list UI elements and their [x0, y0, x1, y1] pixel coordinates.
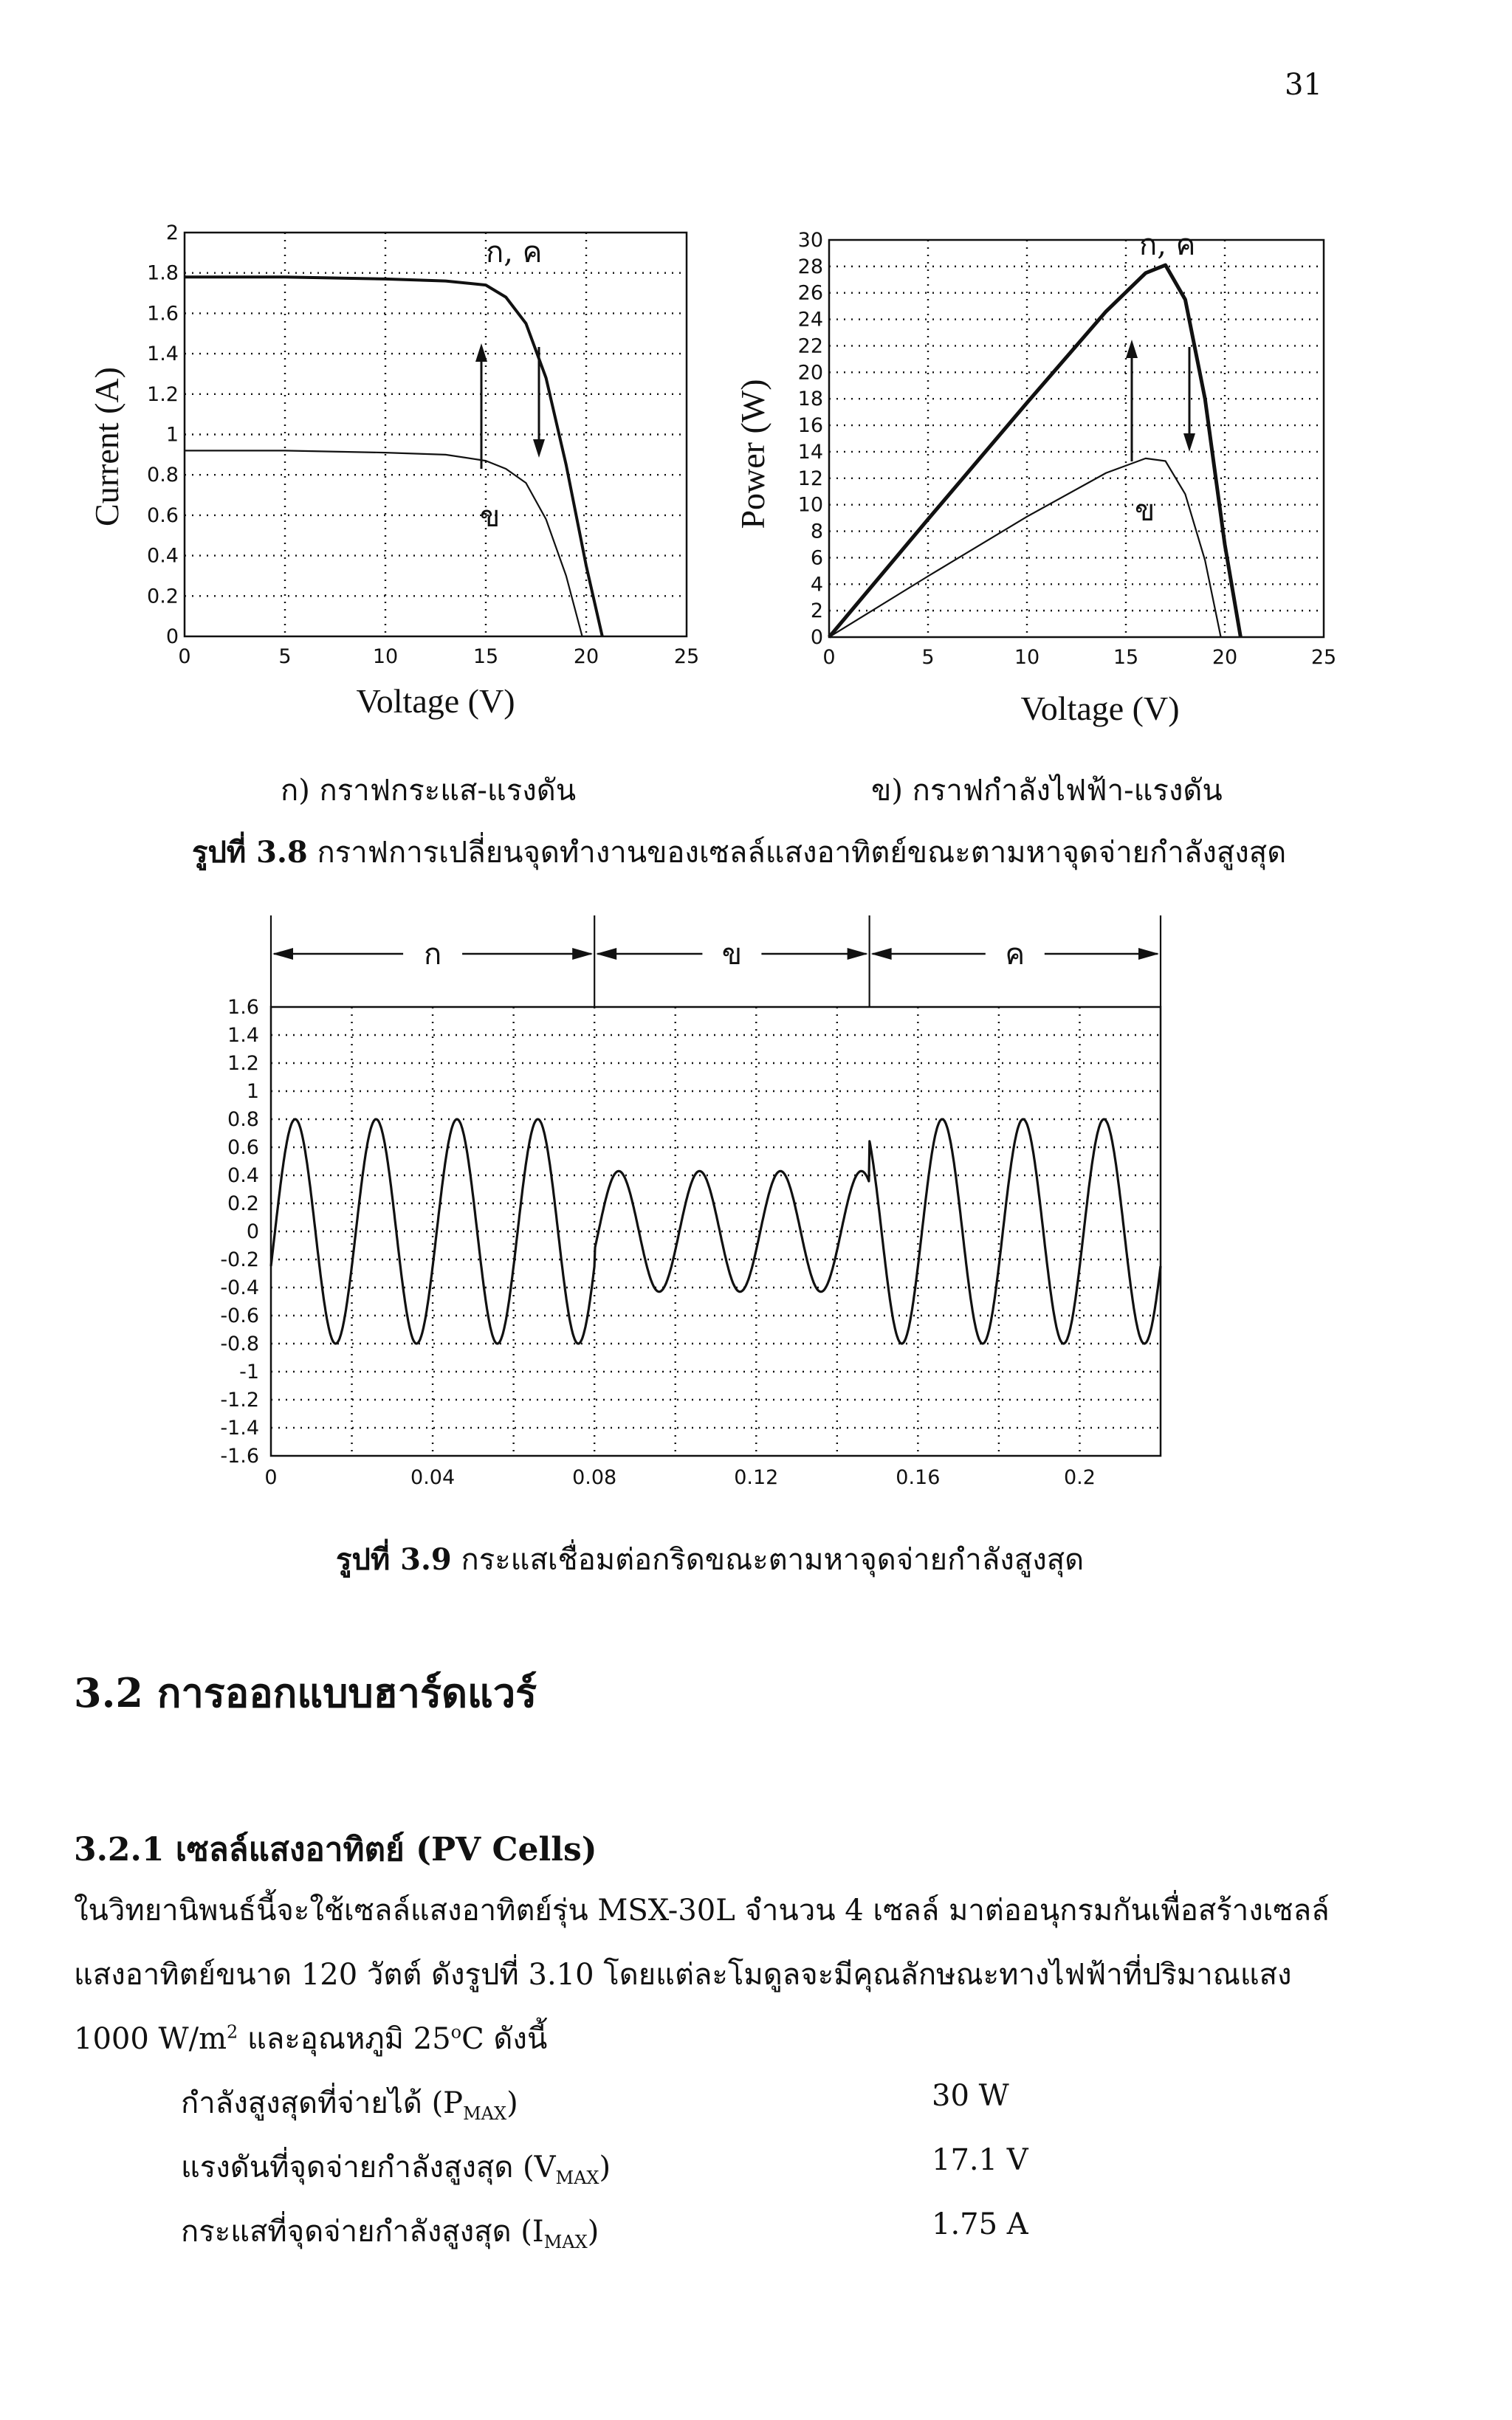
pv-series-1-line — [829, 265, 1240, 637]
gc-y-tick-label: 0.4 — [227, 1164, 259, 1187]
gc-x-tick-label: 0.2 — [1063, 1466, 1096, 1489]
pv-y-tick-label: 26 — [797, 281, 823, 305]
spec-pmax-label: กำลังสูงสุดที่จ่ายได้ $(P_{MAX})$ — [181, 2086, 518, 2124]
iv-chart — [44, 210, 709, 727]
segment-arrowhead-right — [848, 948, 868, 960]
pv-plot — [798, 228, 1337, 669]
pv-y-tick-label: 0 — [810, 626, 823, 649]
paragraph-line-3 — [74, 2015, 547, 2062]
pv-y-tick-label: 18 — [797, 388, 823, 411]
pv-y-axis-label: Power (W) — [734, 379, 772, 529]
gc-y-tick-label: 0.6 — [227, 1136, 259, 1159]
iv-y-tick-label: 1.6 — [147, 302, 179, 326]
gc-y-tick-label: -1.6 — [220, 1445, 259, 1468]
segment-arrowhead-left — [871, 948, 892, 960]
gc-y-tick-label: -0.6 — [220, 1304, 259, 1327]
pv-y-tick-label: 24 — [797, 308, 823, 331]
gc-y-tick-label: -1.4 — [220, 1417, 259, 1440]
pv-y-tick-label: 4 — [810, 573, 823, 597]
spec-vmax-value: 17.1 V — [932, 2143, 1028, 2177]
spec-imax-value: 1.75 A — [932, 2207, 1028, 2241]
pv-x-axis-label: Voltage (V) — [1020, 690, 1180, 727]
pv-annotation-top: ก, ค — [1139, 228, 1196, 262]
pv-x-tick-label: 10 — [1014, 646, 1040, 669]
spec-pmax-value: 30 W — [932, 2079, 1009, 2113]
iv-x-tick-label: 0 — [178, 645, 191, 668]
pv-arrowhead-up — [1126, 340, 1138, 358]
iv-y-tick-label: 0.2 — [147, 585, 179, 608]
iv-y-tick-label: 0.8 — [147, 464, 179, 487]
iv-x-tick-label: 20 — [573, 645, 599, 668]
pv-tick-labels — [798, 229, 1337, 669]
iv-annotation-bottom: ข — [480, 500, 501, 534]
gc-x-tick-label: 0.12 — [734, 1466, 779, 1489]
gc-y-tick-label: 1 — [246, 1080, 259, 1103]
gc-y-tick-label: 0.2 — [227, 1192, 259, 1215]
segment-arrowhead-right — [1138, 948, 1159, 960]
temperature-unit: C ดังนี้ — [461, 2022, 548, 2056]
gc-y-tick-label: -1.2 — [220, 1389, 259, 1412]
pv-y-tick-label: 28 — [797, 255, 823, 278]
figure-3-9-number: รูปที่ 3.9 — [336, 1542, 452, 1577]
iv-series-2-line — [185, 450, 583, 636]
gc-y-tick-label: 1.2 — [227, 1052, 259, 1075]
pv-gridlines — [829, 240, 1324, 637]
spec-imax-label: กระแสที่จุดจ่ายกำลังสูงสุด $(I_{MAX})$ — [181, 2215, 599, 2252]
pv-plot-frame — [829, 240, 1324, 637]
figure-3-9-caption-text: กระแสเชื่อมต่อกริดขณะตามหาจุดจ่ายกำลังสูงสุด — [461, 1543, 1085, 1577]
iv-plot — [147, 221, 699, 668]
segment-arrowhead-right — [572, 948, 593, 960]
gc-y-tick-label: -0.4 — [220, 1276, 259, 1299]
irradiance-value: 1000 W/m — [74, 2022, 227, 2056]
iv-y-tick-label: 1.2 — [147, 382, 179, 406]
pv-y-tick-label: 14 — [797, 440, 823, 464]
iv-y-tick-label: 0 — [165, 625, 179, 648]
pv-x-tick-label: 20 — [1212, 646, 1238, 669]
pv-chart — [720, 210, 1488, 735]
gc-y-tick-label: 1.4 — [227, 1024, 259, 1047]
pv-annotation-bottom: ข — [1135, 494, 1155, 528]
degree-symbol: o — [450, 2021, 462, 2043]
pv-x-tick-label: 5 — [921, 646, 935, 669]
pv-y-tick-label: 30 — [797, 229, 823, 252]
segment-label: ข — [721, 938, 743, 972]
iv-y-tick-label: 1.8 — [147, 261, 179, 285]
page-number: 31 — [1285, 68, 1322, 102]
pv-y-tick-label: 16 — [797, 414, 823, 438]
section-3-2-1-heading: 3.2.1 เซลล์แสงอาทิตย์ (PV Cells) — [74, 1831, 597, 1869]
gc-x-tick-label: 0 — [264, 1466, 278, 1489]
iv-x-tick-label: 15 — [472, 645, 499, 668]
iv-arrowhead-down — [533, 439, 545, 458]
grid-current-chart — [192, 915, 1189, 1506]
iv-y-tick-label: 1.4 — [147, 343, 179, 366]
iv-y-tick-label: 0.4 — [147, 544, 179, 568]
iv-x-tick-label: 25 — [673, 645, 700, 668]
pv-arrowhead-down — [1183, 433, 1195, 452]
gc-y-tick-label: 0.8 — [227, 1108, 259, 1131]
gc-x-tick-label: 0.08 — [572, 1466, 617, 1489]
pv-x-tick-label: 15 — [1113, 646, 1139, 669]
pv-x-tick-label: 0 — [822, 646, 836, 669]
figure-3-8-number: รูปที่ 3.8 — [192, 835, 308, 870]
paragraph-line-1: ในวิทยานิพนธ์นี้จะใช้เซลล์แสงอาทิตย์รุ่น MSX-30L จำนวน 4 เซลล์ มาต่ออนุกรมกันเพื่อสร้างเซลล์ — [74, 1894, 1330, 1928]
gc-y-tick-label: 0 — [246, 1220, 259, 1243]
gc-y-tick-label: -1 — [239, 1361, 259, 1383]
segment-arrowhead-left — [272, 948, 293, 960]
figure-3-9-caption — [336, 1536, 1084, 1583]
section-3-2-heading: 3.2 การออกแบบฮาร์ดแวร์ — [74, 1669, 537, 1716]
iv-x-axis-label: Voltage (V) — [356, 682, 515, 720]
irradiance-exponent: 2 — [227, 2021, 238, 2043]
iv-tick-labels — [147, 221, 699, 668]
iv-series — [185, 277, 602, 636]
figure-3-8-caption — [192, 828, 1286, 876]
iv-x-tick-label: 10 — [372, 645, 399, 668]
gc-y-tick-label: -0.8 — [220, 1333, 259, 1355]
segment-markers — [271, 915, 1161, 1007]
pv-y-tick-label: 2 — [810, 599, 823, 623]
pv-y-tick-label: 10 — [797, 493, 823, 517]
grid-current-gridlines — [271, 1007, 1161, 1456]
pv-y-tick-label: 22 — [797, 334, 823, 358]
iv-annotation-top: ก, ค — [486, 236, 543, 269]
gc-x-tick-label: 0.04 — [410, 1466, 456, 1489]
grid-current-plot — [220, 915, 1161, 1489]
pv-y-tick-label: 8 — [810, 520, 823, 543]
iv-y-tick-label: 1 — [165, 423, 179, 447]
pv-series — [829, 265, 1240, 637]
pv-x-tick-label: 25 — [1310, 646, 1337, 669]
figure-3-8-left-label: ก) กราฟกระแส-แรงดัน — [281, 774, 577, 808]
iv-y-axis-label: Current (A) — [88, 367, 126, 526]
iv-y-tick-label: 2 — [165, 221, 179, 244]
iv-series-1-line — [185, 277, 602, 636]
gc-y-tick-label: 1.6 — [227, 996, 259, 1019]
pv-y-tick-label: 12 — [797, 467, 823, 490]
figure-3-8-right-label: ข) กราฟกำลังไฟฟ้า-แรงดัน — [871, 774, 1223, 808]
figure-3-8-caption-text: กราฟการเปลี่ยนจุดทำงานของเซลล์แสงอาทิตย์ขณะตามหาจุดจ่ายกำลังสูงสุด — [317, 836, 1287, 870]
paragraph-line-2: แสงอาทิตย์ขนาด 120 วัตต์ ดังรูปที่ 3.10 โดยแต่ละโมดูลจะมีคุณลักษณะทางไฟฟ้าที่ปริมาณแสง — [74, 1958, 1292, 1992]
temperature-text: และอุณหภูมิ 25 — [238, 2022, 451, 2056]
segment-label: ค — [1005, 938, 1025, 972]
spec-vmax-label: แรงดันที่จุดจ่ายกำลังสูงสุด $(V_{MAX})$ — [181, 2151, 611, 2188]
iv-arrowhead-up — [475, 343, 487, 362]
iv-gridlines — [185, 233, 687, 636]
pv-y-tick-label: 6 — [810, 546, 823, 570]
iv-y-tick-label: 0.6 — [147, 503, 179, 527]
gc-x-tick-label: 0.16 — [896, 1466, 941, 1489]
gc-y-tick-label: -0.2 — [220, 1248, 259, 1271]
pv-y-tick-label: 20 — [797, 361, 823, 385]
iv-x-tick-label: 5 — [278, 645, 292, 668]
segment-label: ก — [423, 938, 442, 972]
segment-arrowhead-left — [596, 948, 616, 960]
